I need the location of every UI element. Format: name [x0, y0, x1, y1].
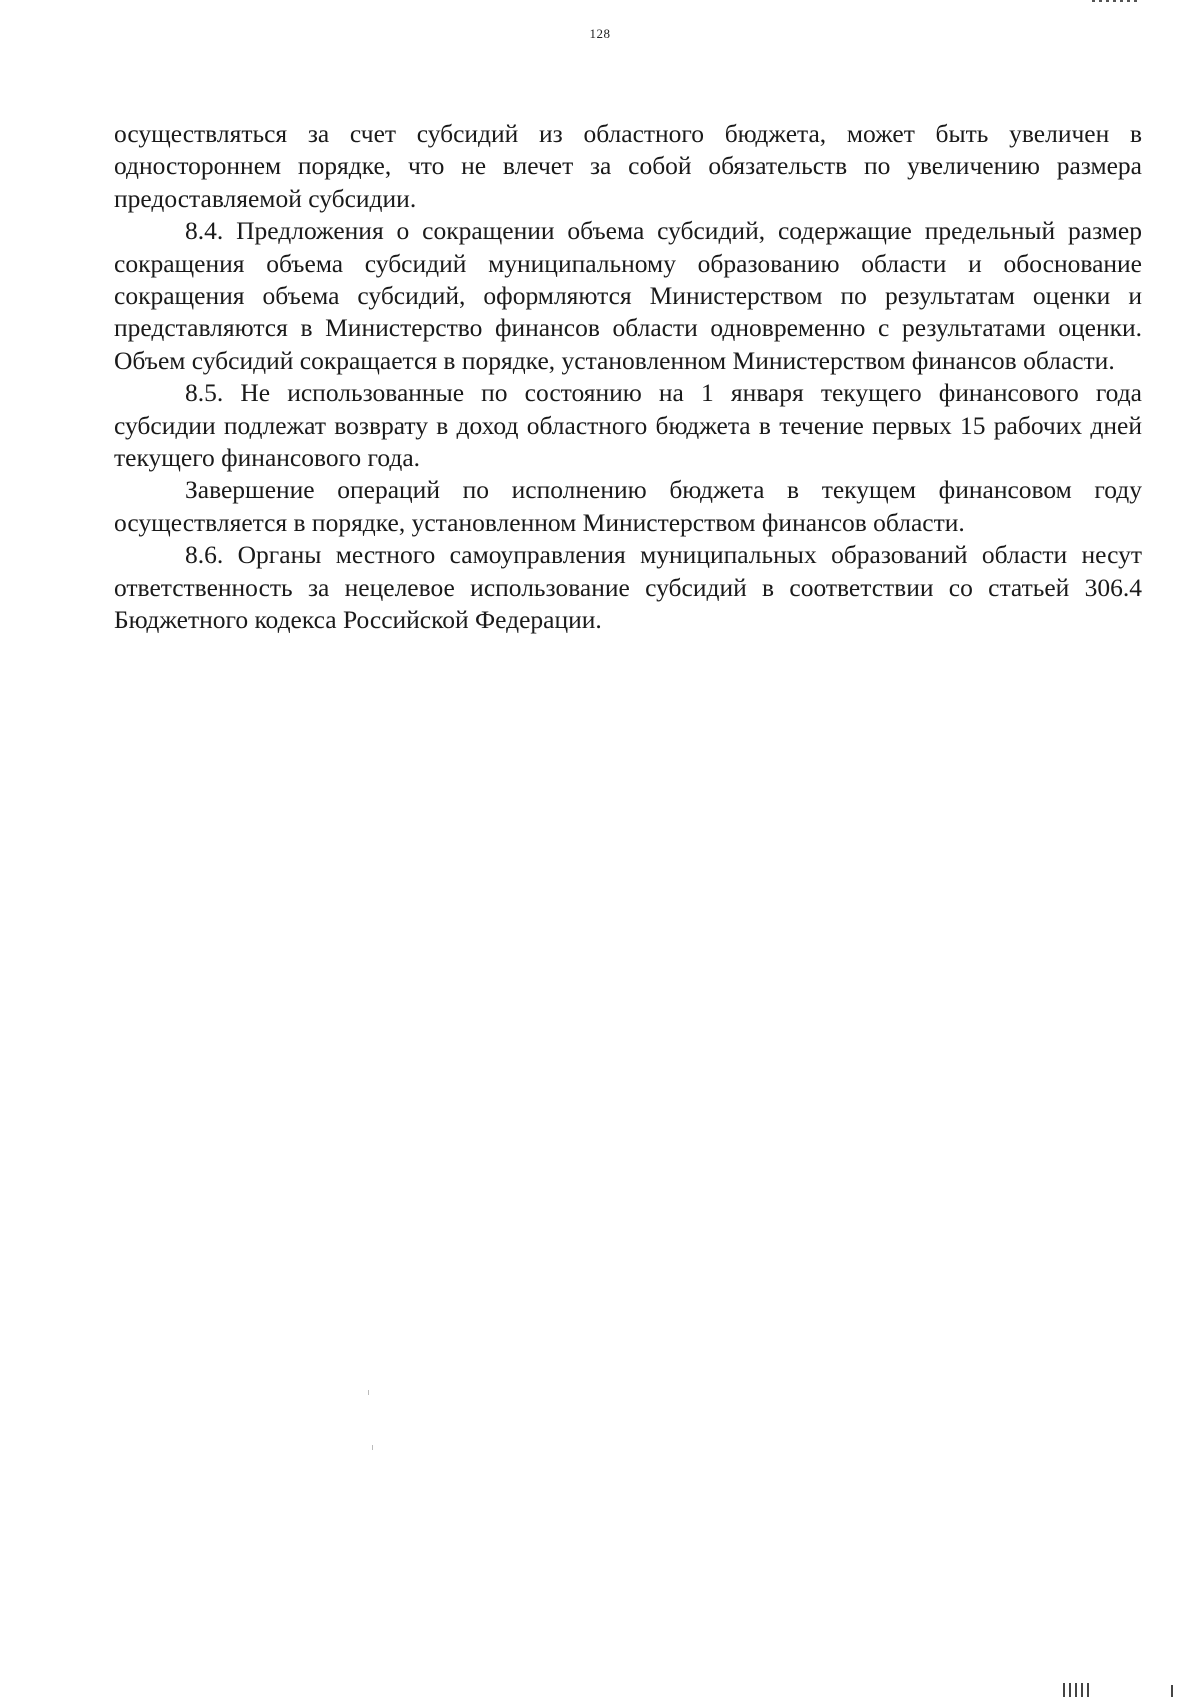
- scan-corner-mark: [1092, 0, 1140, 2]
- paragraph-continuation: осуществляться за счет субсидий из областного бюджета, может быть увеличен в одностороннем порядке, что не влечет за собой обязательств по увеличению размера предоставляемой субсидии.: [114, 119, 1142, 213]
- document-body: [114, 118, 1142, 637]
- scan-bottom-ticks: [1063, 1683, 1093, 1697]
- paragraph-8-5: 8.5. Не использованные по состоянию на 1 января текущего финансового года субсидии подлежат возврату в доход областного бюджета в течение первых 15 рабочих дней текущего финансового года.: [114, 378, 1142, 473]
- page-number: 128: [589, 26, 611, 41]
- scan-speck: [372, 1445, 373, 1450]
- scan-bottom-tick: [1171, 1685, 1173, 1697]
- paragraph-completion: Завершение операций по исполнению бюджета в текущем финансовом году осуществляется в порядке, установленном Министерством финансов области.: [114, 475, 1142, 537]
- paragraph-8-6: 8.6. Органы местного самоуправления муниципальных образований области несут ответственность за нецелевое использование субсидий в соответствии со статьей 306.4 Бюджетного кодекса Российской Федерации.: [114, 540, 1142, 635]
- scan-speck: [368, 1390, 369, 1395]
- paragraph-8-4: 8.4. Предложения о сокращении объема субсидий, содержащие предельный размер сокращения объема субсидий муниципальному образованию области и обоснование сокращения объема субсидий, оформляются Министерством по результатам оценки и представляются в Министерство финансов области одновременно с результатами оценки. Объем субсидий сокращается в порядке, установленном Министерством финансов области.: [114, 216, 1142, 375]
